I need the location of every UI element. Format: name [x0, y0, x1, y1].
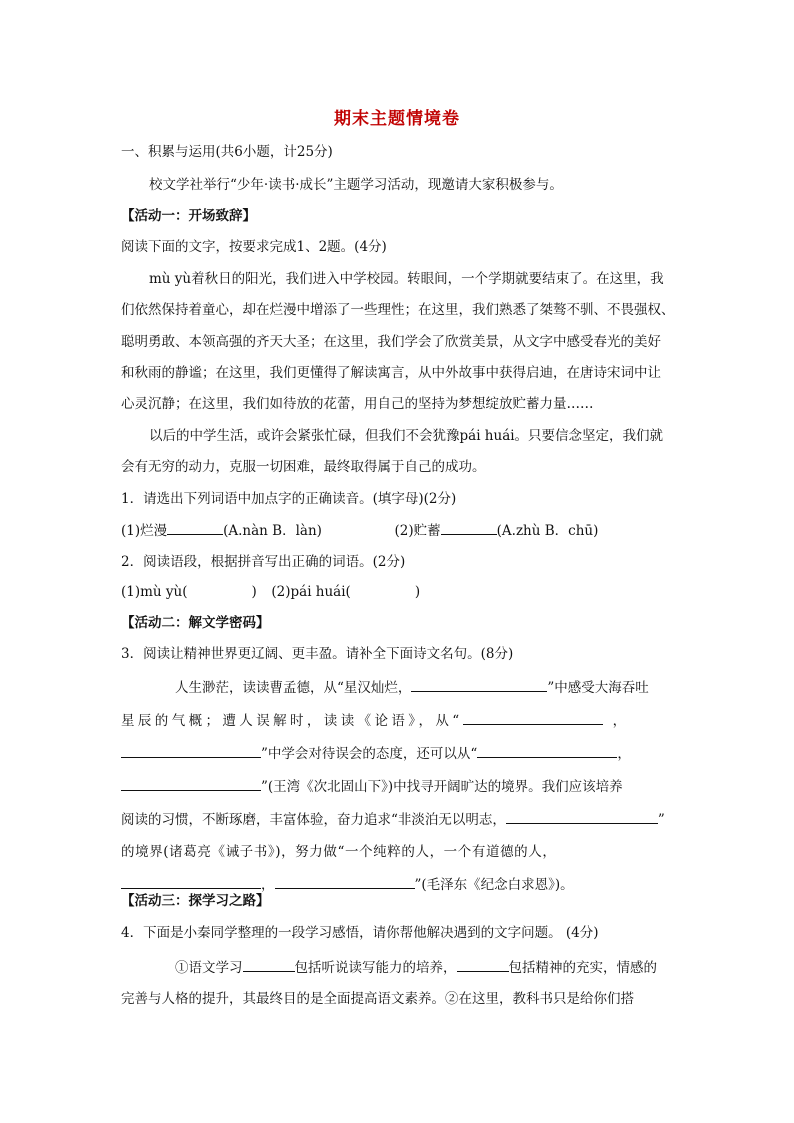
poem-text: 阅读的习惯，不断琢磨，丰富体验，奋力追求“非淡泊无以明志， [121, 812, 506, 828]
poem-blank[interactable] [121, 744, 261, 758]
poem-text: ”(王湾《次北固山下》)中找寻开阔旷达的境界。我们应该培养 [261, 779, 623, 795]
q1-item-b-label: (2)贮蓄 [394, 523, 441, 539]
q1-item-b-options: (A.zhù B．chū) [496, 523, 599, 539]
q4-blank[interactable] [457, 958, 509, 972]
poem-text: 星辰的气概；遭人误解时，读读《论语》，从“ [121, 713, 463, 729]
q4-text: 包括听说读写能力的培养， [294, 960, 457, 976]
question-3: 3．阅读让精神世界更辽阔、更丰盈。请补全下面诗文名句。(8分) [121, 646, 514, 662]
passage-line: 心灵沉静；在这里，我们如待放的花蕾，用自己的坚持为梦想绽放贮蓄力量…… [121, 396, 594, 412]
poem-line-3 [121, 744, 631, 763]
poem-line-2 [121, 711, 626, 730]
passage-line: 以后的中学生活，或许会紧张忙碌，但我们不会犹豫pái huái。只要信念坚定，我们就 [149, 428, 664, 444]
poem-line-1 [175, 678, 649, 697]
activity-3-heading: 【活动三：探学习之路】 [121, 893, 270, 909]
poem-blank[interactable] [411, 678, 547, 692]
q1-item-a-answer-blank[interactable] [167, 521, 223, 535]
activity-1-heading: 【活动一：开场致辞】 [121, 208, 256, 224]
poem-text: ”中学会对待误会的态度，还可以从“ [261, 746, 478, 762]
poem-line-6 [121, 843, 556, 861]
passage-line: mù yù着秋日的阳光，我们进入中学校园。转眼间，一个学期就要结束了。在这里，我 [149, 271, 664, 287]
question-4: 4．下面是小秦同学整理的一段学习感悟，请你帮他解决遇到的文字问题。 (4分) [121, 925, 599, 941]
section-header: 一、积累与运用(共6小题，计25分) [121, 144, 333, 160]
poem-line-4 [121, 777, 623, 796]
poem-text: ， [612, 713, 627, 729]
question-2: 2．阅读语段，根据拼音写出正确的词语。(2分) [121, 554, 406, 570]
q4-paragraph-line-1 [175, 958, 657, 977]
intro-text: 校文学社举行“少年·读书·成长”主题学习活动，现邀请大家积极参与。 [149, 177, 563, 193]
q2-item-a-label: (1)mù yù( [121, 584, 188, 600]
q4-text: 包括精神的充实，情感的 [508, 960, 657, 976]
q2-item-a-close: ) [251, 584, 257, 600]
activity-2-heading: 【活动二：解文学密码】 [121, 615, 270, 631]
poem-line-5 [121, 810, 665, 829]
poem-blank[interactable] [506, 810, 658, 824]
poem-text: ”(毛泽东《纪念白求恩》)。 [414, 877, 574, 893]
poem-text: ” [657, 812, 665, 828]
reading-instruction: 阅读下面的文字，按要求完成1、2题。(4分) [121, 239, 387, 255]
passage-line: 会有无穷的动力，克服一切困难，最终取得属于自己的成功。 [121, 459, 486, 475]
q2-item-b-label: (2)pái huái( [271, 584, 351, 600]
q4-paragraph-line-2: 完善与人格的提升，其最终目的是全面提高语文素养。②在这里，教科书只是给你们搭 [121, 991, 634, 1007]
question-1-options [121, 521, 598, 540]
poem-text: 的境界(诸葛亮《诫子书》)，努力做“一个纯粹的人，一个有道德的人， [121, 844, 557, 860]
poem-blank[interactable] [463, 711, 603, 725]
q4-text: ①语文学习 [175, 960, 243, 976]
passage-line: 和秋雨的静谧；在这里，我们更懂得了解读寓言，从中外故事中获得启迪，在唐诗宋词中让 [121, 365, 661, 381]
poem-text: ， [617, 746, 631, 762]
q1-item-a-label: (1)烂漫 [121, 523, 168, 539]
passage-line: 聪明勇敢、本领高强的齐天大圣；在这里，我们学会了欣赏美景，从文字中感受春光的美好 [121, 334, 661, 350]
question-1: 1．请选出下列词语中加点字的正确读音。(填字母)(2分) [121, 491, 457, 507]
q2-item-b-close: ) [414, 584, 421, 600]
page-title: 期末主题情境卷 [334, 109, 460, 129]
poem-blank[interactable] [121, 875, 261, 889]
poem-text: ， [261, 877, 275, 893]
poem-blank[interactable] [477, 744, 617, 758]
poem-blank[interactable] [275, 875, 415, 889]
question-2-items [121, 583, 420, 601]
poem-text: 人生渺茫，读读曹孟德，从“星汉灿烂， [175, 680, 412, 696]
poem-blank[interactable] [121, 777, 261, 791]
q1-item-a-options: (A.nàn B．làn) [223, 523, 322, 539]
passage-line: 们依然保持着童心，却在烂漫中增添了一些理性；在这里，我们熟悉了桀骜不驯、不畏强权、 [121, 302, 675, 318]
q1-item-b-answer-blank[interactable] [441, 521, 497, 535]
q4-blank[interactable] [243, 958, 295, 972]
poem-text: ”中感受大海吞吐 [547, 680, 649, 696]
